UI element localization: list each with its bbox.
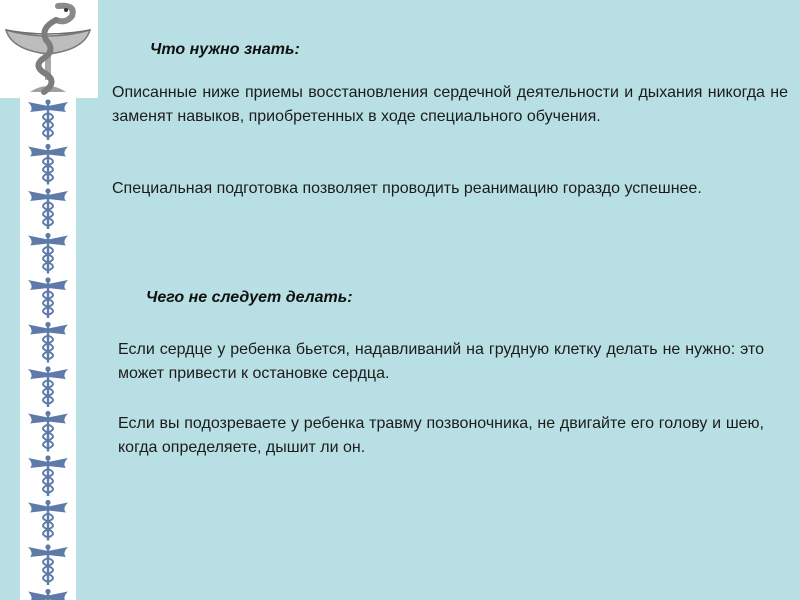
list-item-text: Если сердце у ребенка бьется, надавливаний на грудную клетку делать не нужно: это может привести к остановке сердца. — [118, 341, 764, 382]
list-item-text: Если вы подозреваете у ребенка травму позвоночника, не двигайте его голову и шею, когда определяете, дышит ли он. — [118, 415, 764, 456]
caduceus-pattern — [20, 98, 76, 600]
bowl-of-hygieia-icon — [0, 0, 98, 98]
list-item-text: Описанные ниже приемы восстановления сердечной деятельности и дыхания никогда не заменят навыков, приобретенных в ходе специального обучения. — [112, 84, 788, 125]
list-item — [104, 412, 764, 460]
list-item-text: Специальная подготовка позволяет проводить реанимацию гораздо успешнее. — [112, 180, 702, 197]
section-heading-what-to-know: Что нужно знать: — [150, 41, 300, 58]
list-item — [98, 81, 788, 129]
caduceus-border — [20, 98, 76, 600]
list-item — [104, 338, 764, 386]
bowl-of-hygieia-logo — [0, 0, 98, 98]
caduceus-icon — [20, 98, 76, 600]
section-heading-what-not-to-do: Чего не следует делать: — [146, 289, 353, 306]
list-item — [98, 177, 788, 201]
